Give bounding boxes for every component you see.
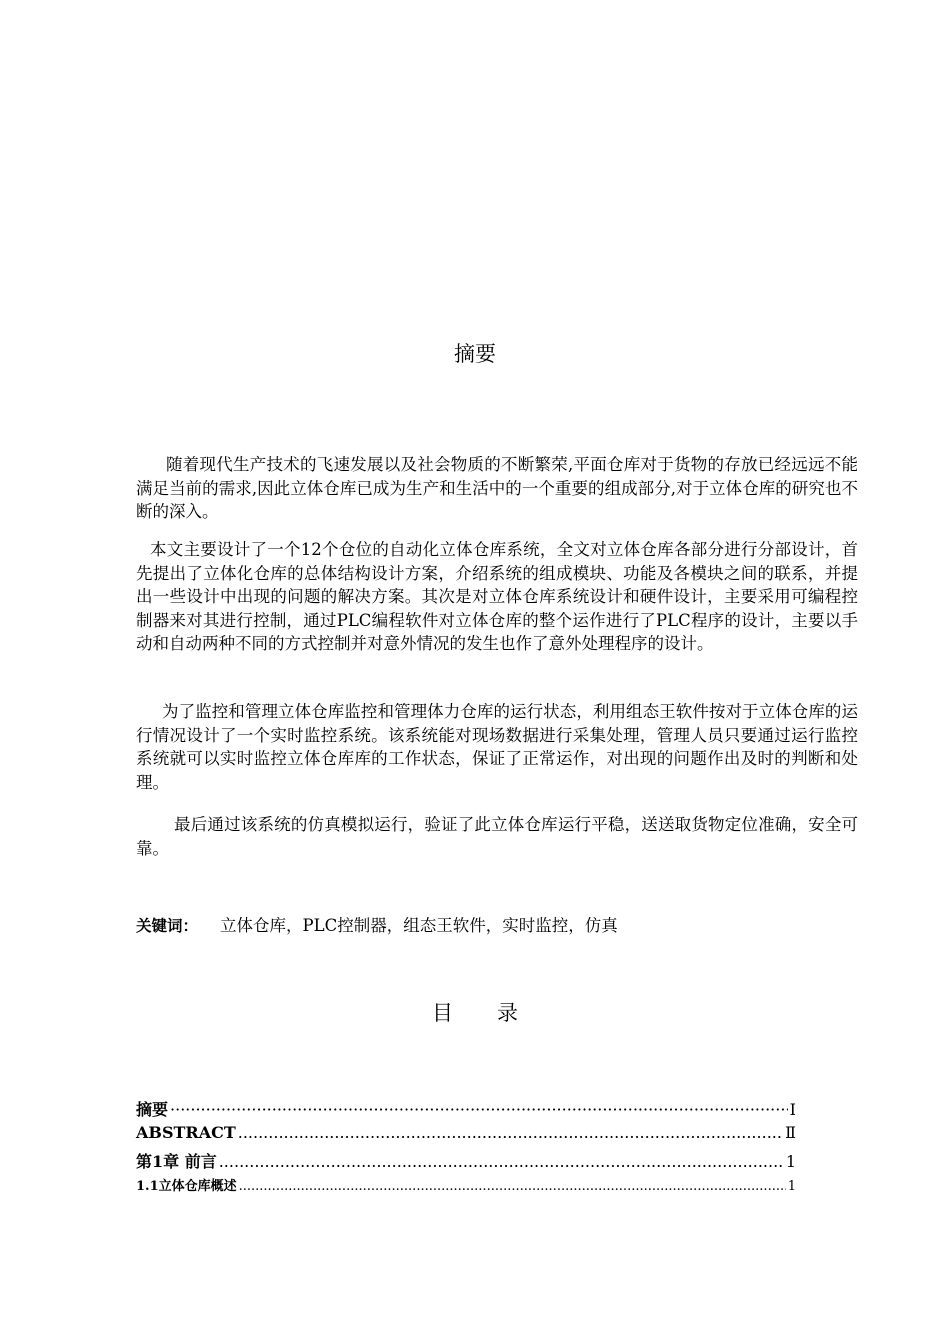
toc-entry-page: 1 xyxy=(787,1179,796,1194)
toc-leader-dots xyxy=(219,1152,784,1171)
toc-entry-label: 1.1立体仓库概述 xyxy=(136,1179,237,1194)
toc-entry-label: 摘要 xyxy=(136,1100,169,1119)
abstract-title: 摘要 xyxy=(454,342,496,366)
abstract-paragraph-2: 本文主要设计了一个12个仓位的自动化立体仓库系统，全文对立体仓库各部分进行分部设计，首先提出了立体化仓库的总体结构设计方案，介绍系统的组成模块、功能及各模块之间的联系，并提出一些设计中出现的问题的解决方案。其次是对立体仓库系统设计和硬件设计，主要采用可编程控制器来对其进行控制，通过PLC编程软件对立体仓库的整个运作进行了PLC程序的设计，主要以手动和自动两种不同的方式控制并对意外情况的发生也作了意外处理程序的设计。 xyxy=(136,540,858,653)
toc-entry-page: Ⅱ xyxy=(785,1123,796,1142)
toc-title: 目录 xyxy=(432,1001,562,1025)
table-of-contents xyxy=(136,1097,796,1201)
keywords-text: 立体仓库，PLC控制器，组态王软件，实时监控，仿真 xyxy=(220,916,618,935)
toc-entry[interactable] xyxy=(136,1149,796,1175)
abstract-paragraph-3: 为了监控和管理立体仓库监控和管理体力仓库的运行状态，利用组态王软件按对于立体仓库的运行情况设计了一个实时监控系统。该系统能对现场数据进行采集处理，管理人员只要通过运行监控系统就可以实时监控立体仓库库的工作状态，保证了正常运作，对出现的问题作出及时的判断和处理。 xyxy=(136,702,858,792)
toc-entry-page: 1 xyxy=(785,1152,796,1171)
toc-entry-label: ABSTRACT xyxy=(136,1123,236,1142)
keywords-line xyxy=(136,912,618,936)
toc-leader-dots xyxy=(170,1100,788,1119)
toc-entry[interactable] xyxy=(136,1123,796,1149)
toc-entry[interactable] xyxy=(136,1097,796,1123)
abstract-paragraph-4: 最后通过该系统的仿真模拟运行，验证了此立体仓库运行平稳，送送取货物定位准确，安全可靠。 xyxy=(136,815,858,858)
toc-entry-label: 第1章 前言 xyxy=(136,1152,217,1171)
abstract-paragraph-1: 随着现代生产技术的飞速发展以及社会物质的不断繁荣,平面仓库对于货物的存放已经远远不能满足当前的需求,因此立体仓库已成为生产和生活中的一个重要的组成部分,对于立体仓库的研究也不断的深入。 xyxy=(136,455,858,521)
toc-leader-dots xyxy=(239,1179,786,1194)
toc-leader-dots xyxy=(238,1123,783,1142)
keywords-label: 关键词： xyxy=(136,917,199,935)
toc-entry[interactable] xyxy=(136,1175,796,1201)
toc-entry-page: Ⅰ xyxy=(789,1100,796,1119)
